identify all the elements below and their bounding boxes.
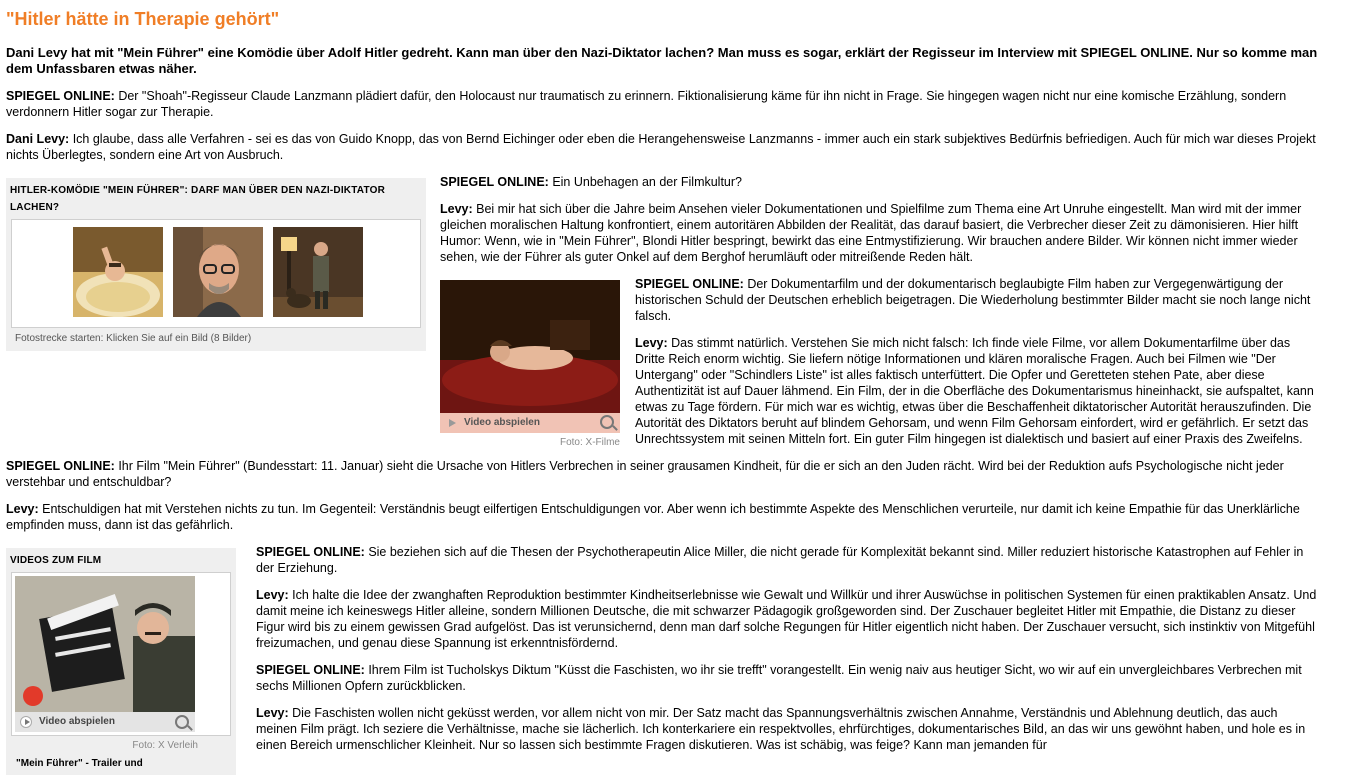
video-item[interactable] bbox=[11, 572, 231, 736]
speaker-label: SPIEGEL ONLINE: bbox=[256, 545, 365, 559]
question-text: Der Dokumentarfilm und der dokumentarisch beglaubigte Film haben zur Vergegenwärtigung der historischen Schuld der Deutschen erheblich beigetragen. Die Wiederholung bestimmter Bilder macht sie noch lange nicht falsch. bbox=[635, 277, 1311, 323]
answer-1 bbox=[6, 131, 1318, 163]
video-teaser[interactable] bbox=[440, 280, 620, 450]
play-icon bbox=[449, 419, 456, 427]
speaker-label: Levy: bbox=[256, 706, 289, 720]
gallery-thumb-3[interactable] bbox=[273, 227, 363, 317]
answer-text: Ich glaube, dass alle Verfahren - sei es das von Guido Knopp, das von Bernd Eichinger oder eben die Herangehensweise Lanzmanns - immer auch ein stark subjektives Bedürfnis befriedigen. Auch für mich war dieses Projekt nichts Überlegtes, sondern eine Art von Ausbruch. bbox=[6, 132, 1316, 162]
question-text: Ihrem Film ist Tucholskys Diktum "Küsst die Faschisten, wo ihr sie trefft" vorangestellt. Ein wenig naiv aus heutiger Sicht, wo wir auf ein unvergleichbares Verbrechen mit sechs Millionen Opfern zurückblicken. bbox=[256, 663, 1302, 693]
videos-box bbox=[6, 548, 236, 775]
video-play-label: Video abspielen bbox=[464, 417, 540, 428]
photo-gallery-box bbox=[6, 178, 426, 351]
speaker-label: Levy: bbox=[440, 202, 473, 216]
answer-text: Ich halte die Idee der zwanghaften Reproduktion bestimmter Kindheitserlebnisse wie Gewalt und Willkür und ihrer Auswüchse in politischen Systemen für einen praktikablen Ansatz. Und damit meine ich keineswegs Hitler alleine, sondern Millionen Deutsche, die mit schwarzer Pädagogik großgeworden sind. Der Zuschauer begleitet Hitler mit Empathie, die Distanz zu dieser Figur wird bis zu einem gewissen Grad aufgelöst. Das ist verunsichernd, denn man darf solche Regungen für Hitler eigentlich nicht haben. Der Zuschauer versucht, sich instinktiv von Mitgefühl freizumachen, und genau diese Spannung ist erkenntnisfördernd. bbox=[256, 588, 1317, 650]
play-icon bbox=[20, 716, 32, 728]
gallery-caption[interactable]: Fotostrecke starten: Klicken Sie auf ein Bild (8 Bilder) bbox=[15, 333, 252, 344]
gallery-thumb-1[interactable] bbox=[73, 227, 163, 317]
gallery-title: HITLER-KOMÖDIE "MEIN FÜHRER": DARF MAN ÜBER DEN NAZI-DIKTATOR LACHEN? bbox=[10, 185, 385, 213]
magnifier-icon[interactable] bbox=[175, 715, 189, 729]
answer-4 bbox=[6, 501, 1318, 533]
answer-text: Bei mir hat sich über die Jahre beim Ansehen vieler Dokumentationen und Spielfilme zum Thema eine Art Unruhe eingestellt. Man wird mit der immer gleichen moralischen Haltung konfrontiert, einem autoritären Abbilden der Realität, das darauf basiert, die Verbrecher dieser Zeit zu dämonisieren. Hier hilft Humor: Wenn, wie in "Mein Führer", Blondi Hitler bespringt, bewirkt das eine Entmystifizierung. Wir brauchen andere Bilder. Wir können nicht immer wieder sehen, wie der Führer als guter Onkel auf dem Berghof herumläuft oder mitreißende Reden hält. bbox=[440, 202, 1302, 264]
article-title: "Hitler hätte in Therapie gehört" bbox=[6, 9, 280, 29]
speaker-label: SPIEGEL ONLINE: bbox=[6, 89, 115, 103]
article-content bbox=[6, 8, 1318, 769]
video-play-label: Video abspielen bbox=[39, 716, 115, 727]
question-4 bbox=[6, 458, 1318, 490]
answer-3 bbox=[6, 335, 1318, 447]
gallery-thumb-2[interactable] bbox=[173, 227, 263, 317]
question-text: Der "Shoah"-Regisseur Claude Lanzmann plädiert dafür, den Holocaust nur traumatisch zu erinnern. Fiktionalisierung käme für ihn nicht in Frage. Sie hingegen wagen nicht nur eine komische Erzählung, sondern verdonnern Hitler sogar zur Therapie. bbox=[6, 89, 1287, 119]
speaker-label: Levy: bbox=[6, 502, 39, 516]
speaker-label: SPIEGEL ONLINE: bbox=[635, 277, 744, 291]
question-text: Sie beziehen sich auf die Thesen der Psychotherapeutin Alice Miller, die nicht gerade für Komplexität bekannt sind. Miller reduziert historische Katastrophen auf Fehler in der Erziehung. bbox=[256, 545, 1304, 575]
answer-text: Das stimmt natürlich. Verstehen Sie mich nicht falsch: Ich finde viele Filme, vor allem Dokumentarfilme über das Dritte Reich enorm wichtig. Sie liefern nötige Informationen und klären moralische Fragen. Auch bei Filmen wie "Der Untergang" oder "Schindlers Liste" ist alles faktisch unterfüttert. Die Opfer und Geretteten stehen Pate, aber diese Authentizität ist auf Dauer lähmend. Ein Film, der in die Oberfläche des Dokumentarismus hineinhackt, sie aufspaltet, kann etwas zu Tage fördern. Für mich war es wichtig, etwas über die Beschaffenheit diktatorischer Autorität herauszufinden. Die Autorität des Diktators beruht auf blindem Gehorsam, und wenn Film Gehorsam einfordert, wird er gefährlich. Er setzt das Unrechtssystem mit seinen Mitteln fort. Ein guter Film hingegen ist dialektisch und basiert auf einer Praxis des Zweifelns. bbox=[635, 336, 1314, 446]
speaker-label: Dani Levy: bbox=[6, 132, 70, 146]
photo-credit: Foto: X-Filme bbox=[559, 437, 620, 448]
video-play-bar[interactable] bbox=[440, 413, 620, 433]
videos-box-title: VIDEOS ZUM FILM bbox=[10, 555, 102, 566]
speaker-label: SPIEGEL ONLINE: bbox=[6, 459, 115, 473]
answer-text: Die Faschisten wollen nicht geküsst werden, vor allem nicht von mir. Der Satz macht das Spannungsverhältnis zwischen Annahme, Verständnis und Ablehnung deutlich, das auch meinen Film prägt. Ich seziere die Verhältnisse, mache sie lächerlich. Ich konterkariere ein respektvolles, ehrfürchtiges, dokumentarisches Bild, an das wir uns gewöhnt haben, und hole es in einen Bereich urmenschlicher Kleinheit. Nur so lassen sich bestimmte Fragen diskutieren. Was ist schäbig, was feige? Kann man jemanden für bbox=[256, 706, 1306, 752]
answer-text: Entschuldigen hat mit Verstehen nichts zu tun. Im Gegenteil: Verständnis beugt eilfertigen Entschuldigungen vor. Aber wenn ich bestimmte Aspekte des Menschlichen verurteile, nur damit ich keine Empathie für das Unerklärliche empfinden muss, dann ist das gefährlich. bbox=[6, 502, 1300, 532]
question-text: Ein Unbehagen an der Filmkultur? bbox=[552, 175, 743, 189]
video-play-bar[interactable] bbox=[15, 712, 195, 732]
speaker-label: SPIEGEL ONLINE: bbox=[440, 175, 549, 189]
magnifier-icon[interactable] bbox=[600, 415, 614, 429]
video-thumbnail[interactable] bbox=[15, 576, 195, 712]
video-thumbnail[interactable] bbox=[440, 280, 620, 413]
question-text: Ihr Film "Mein Führer" (Bundesstart: 11. Januar) sieht die Ursache von Hitlers Verbrechen in seiner grausamen Kindheit, für die er sich an den Juden rächt. Wird bei der Reduktion aufs Psychologische nicht jeder verstehbar und entschuldbar? bbox=[6, 459, 1284, 489]
question-1 bbox=[6, 88, 1318, 120]
speaker-label: Levy: bbox=[256, 588, 289, 602]
video-item-caption[interactable]: "Mein Führer" - Trailer und bbox=[16, 758, 143, 769]
photo-credit: Foto: X Verleih bbox=[132, 740, 198, 751]
speaker-label: Levy: bbox=[635, 336, 668, 350]
article-lead: Dani Levy hat mit "Mein Führer" eine Komödie über Adolf Hitler gedreht. Kann man über den Nazi-Diktator lachen? Man muss es sogar, erklärt der Regisseur im Interview mit SPIEGEL ONLINE. Nur so komme man dem Unfassbaren etwas näher. bbox=[6, 45, 1318, 76]
speaker-label: SPIEGEL ONLINE: bbox=[256, 663, 365, 677]
gallery-thumbnails bbox=[11, 219, 421, 328]
